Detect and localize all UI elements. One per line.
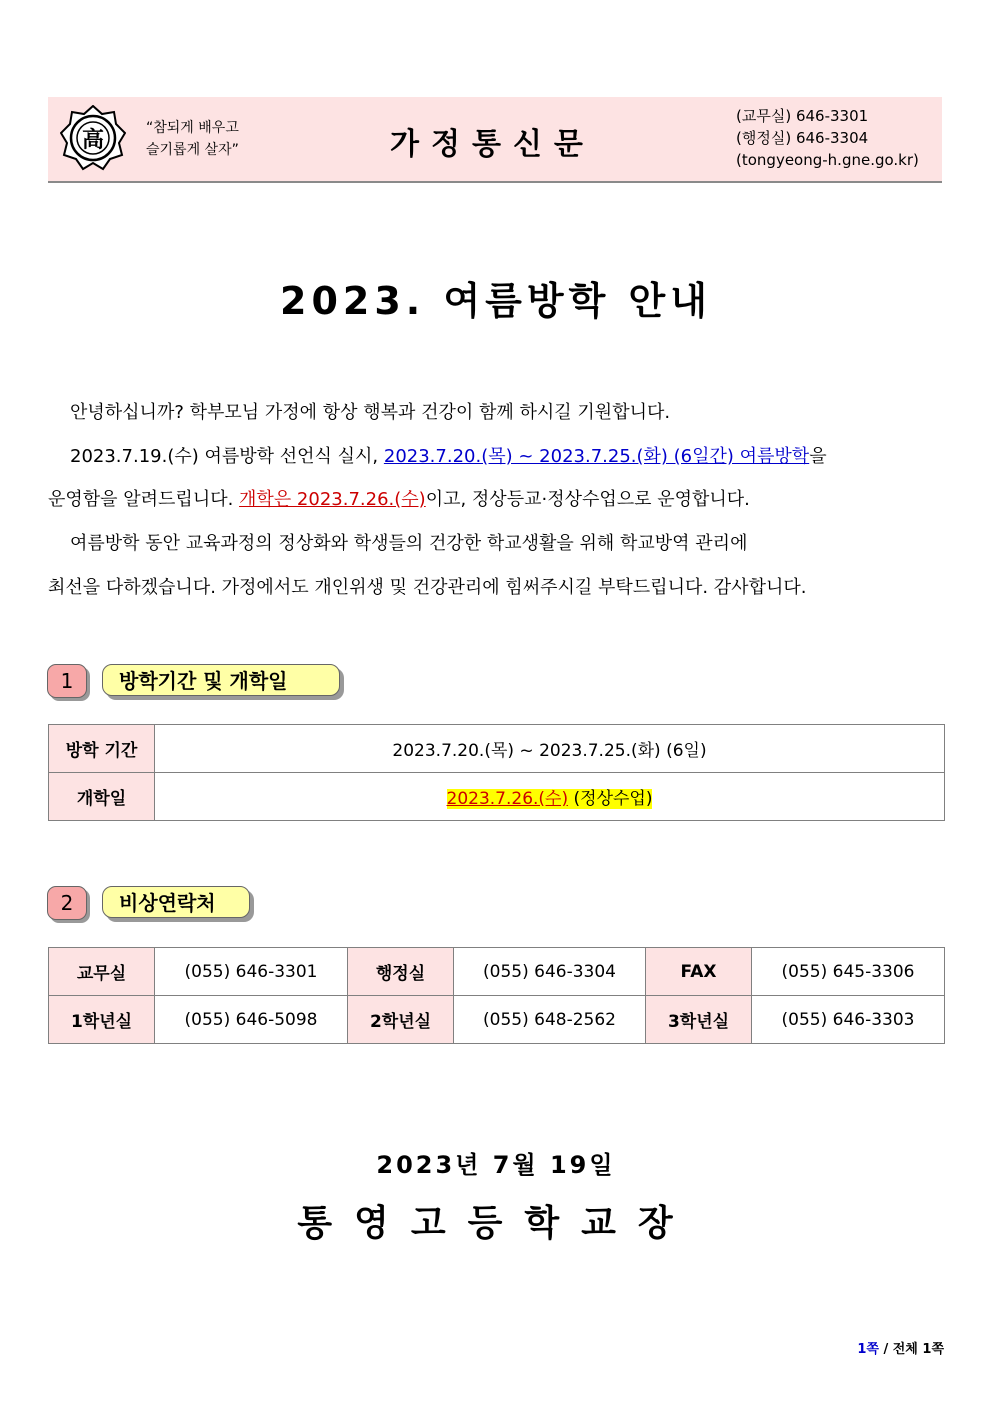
principal-signature: 통영고등학교장 — [297, 1203, 695, 1244]
current-page: 1쪽 — [857, 1342, 879, 1357]
header-banner — [48, 97, 942, 183]
table-row — [49, 725, 945, 773]
contact-head: FAX — [646, 948, 752, 996]
contact-head: 2학년실 — [348, 996, 454, 1044]
school-start-value — [155, 773, 945, 821]
vacation-period-value: 2023.7.20.(목) ~ 2023.7.25.(화) (6일) — [155, 725, 945, 773]
greeting-paragraph: 안녕하십니까? 학부모님 가정에 항상 행복과 건강이 함께 하시길 기원합니다. — [70, 402, 671, 423]
emblem-character: 高 — [81, 128, 105, 153]
particle-text: 을 — [809, 446, 827, 467]
contact-head: 행정실 — [348, 948, 454, 996]
contact-head: 1학년실 — [49, 996, 155, 1044]
vacation-paragraph-line-1 — [48, 443, 945, 471]
school-reopen-text: 개학은 2023.7.26.(수) — [239, 489, 426, 510]
contact-number: (055) 646-3304 — [454, 948, 646, 996]
vacation-period-text: 2023.7.20.(목) ~ 2023.7.25.(화) (6일간) 여름방학 — [383, 446, 810, 467]
table-row — [49, 996, 945, 1044]
contact-info — [736, 105, 919, 171]
newsletter-title: 가정통신문 — [390, 127, 595, 162]
vacation-paragraph-line-2 — [48, 486, 945, 514]
total-pages: / 전체 1쪽 — [878, 1342, 944, 1357]
vacation-period-head: 방학 기간 — [49, 725, 155, 773]
table-row — [49, 948, 945, 996]
page-title: 2023. 여름방학 안내 — [280, 279, 712, 323]
page-indicator — [857, 1338, 944, 1357]
notice-text: 운영함을 알려드립니다. — [48, 489, 240, 510]
section-2-number: 2 — [47, 886, 87, 920]
issue-date: 2023년 7월 19일 — [376, 1151, 616, 1179]
school-start-note: (정상수업) — [568, 789, 653, 809]
contact-head: 교무실 — [49, 948, 155, 996]
section-1-label: 방학기간 및 개학일 — [102, 664, 340, 696]
contact-number: (055) 646-3301 — [155, 948, 348, 996]
contact-number: (055) 648-2562 — [454, 996, 646, 1044]
contact-number: (055) 646-3303 — [752, 996, 945, 1044]
normal-class-text: 이고, 정상등교·정상수업으로 운영합니다. — [425, 489, 750, 510]
health-paragraph-line-2: 최선을 다하겠습니다. 가정에서도 개인위생 및 건강관리에 힘써주시길 부탁드립니다. 감사합니다. — [48, 577, 807, 598]
school-motto — [146, 117, 239, 161]
contact-admin-office: (행정실) 646-3304 — [736, 129, 869, 147]
contact-academic-office: (교무실) 646-3301 — [736, 107, 869, 125]
emergency-contacts-table — [48, 947, 945, 1044]
motto-line-2: 슬기롭게 살자” — [146, 142, 239, 158]
contact-head: 3학년실 — [646, 996, 752, 1044]
motto-line-1: “참되게 배우고 — [146, 120, 239, 136]
school-start-date: 2023.7.26.(수) — [446, 789, 569, 809]
health-paragraph-line-1: 여름방학 동안 교육과정의 정상화와 학생들의 건강한 학교생활을 위해 학교방역 관리에 — [70, 533, 748, 554]
school-start-head: 개학일 — [49, 773, 155, 821]
section-1-number: 1 — [47, 664, 87, 698]
vacation-schedule-table — [48, 724, 945, 821]
table-row — [49, 773, 945, 821]
section-2-label: 비상연락처 — [102, 886, 250, 918]
contact-number: (055) 645-3306 — [752, 948, 945, 996]
school-emblem-icon — [60, 105, 126, 171]
ceremony-text: 2023.7.19.(수) 여름방학 선언식 실시, — [70, 446, 384, 467]
contact-number: (055) 646-5098 — [155, 996, 348, 1044]
contact-website: (tongyeong-h.gne.go.kr) — [736, 151, 919, 169]
